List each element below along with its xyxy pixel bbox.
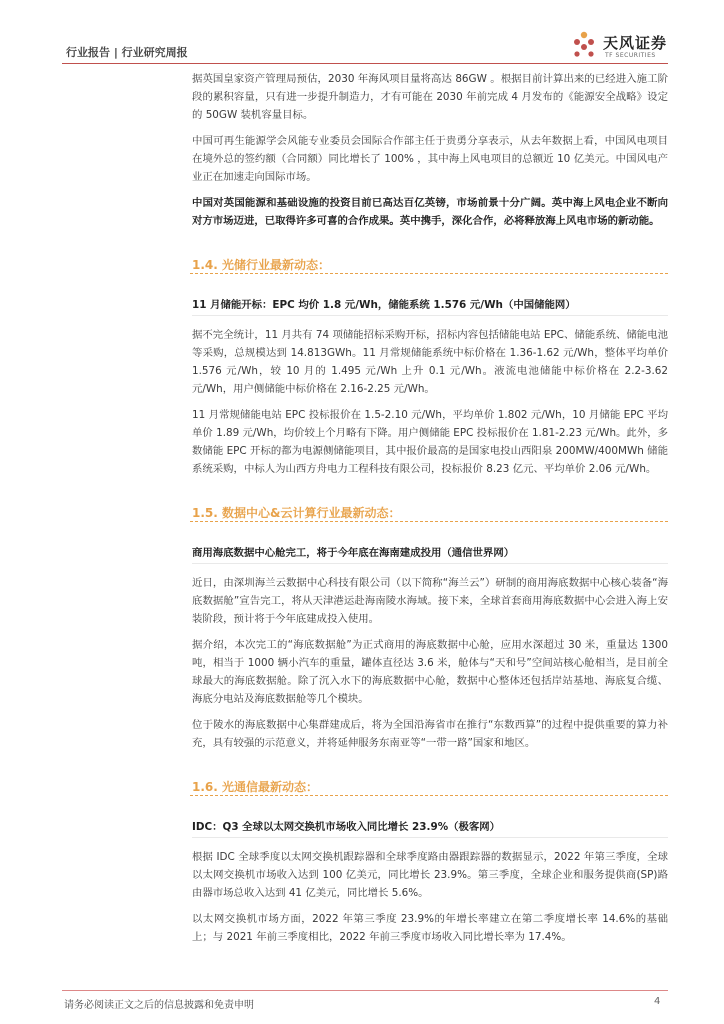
page-number: 4 [654, 996, 661, 1007]
paragraph-emphasis: 中国对英国能源和基础设施的投资目前已高达百亿英镑，市场前景十分广阔。英中海上风电企业不断向对方市场迈进，已取得许多可喜的合作成果。英中携手，深化合作，必将释放海上风电市场的新动能。 [192, 197, 668, 227]
paragraph: 据介绍，本次完工的“海底数据舱”为正式商用的海底数据中心舱，应用水深超过 30 米，重量达 1300 吨，相当于 1000 辆小汽车的重量，罐体直径达 3.6 米，舱体与“天和号”空间站核心舱相当，是目前全球最大的海底数据舱。除了沉入水下的海底数据中心舱，数据中心整体还包括岸站基地、海底复合缆、海底分电站及海底数据舱等几个模块。 [192, 639, 668, 705]
section-title: 1.5. 数据中心&云计算行业最新动态： [192, 506, 401, 520]
paragraph: 据英国皇家资产管理局预估，2030 年海风项目量将高达 86GW 。根据目前计算出来的已经进入施工阶段的累积容量，只有进一步提升制造力，才有可能在 2030 年前完成 4 月发布的《能源安全战略》设定的 50GW 装机容量目标。 [192, 73, 668, 121]
paragraph: 以太网交换机市场方面，2022 年第三季度 23.9%的年增长率建立在第二季度增长率 14.6%的基础上；与 2021 年前三季度相比，2022 年前三季度市场收入同比增长率为 17.4%。 [192, 913, 668, 943]
footer-divider [62, 990, 668, 991]
paragraph: 据不完全统计，11 月共有 74 项储能招标采购开标，招标内容包括储能电站 EPC、储能系统、储能电池等采购，总规模达到 14.813GWh。11 月常规储能系统中标价格在 1.36-1.62 元/Wh，整体平均单价 1.576 元/Wh，较 10 月的 1.495 元/Wh 上升 0.1 元/Wh。液流电池储能中标价格在 2.2-3.62 元/Wh，用户侧储能中标价格在 2.16-2.25 元/Wh。 [192, 329, 668, 395]
paragraph: 中国可再生能源学会风能专业委员会国际合作部主任于贵勇分享表示，从去年数据上看，中国风电项目在境外总的签约额（合同额）同比增长了 100% ，其中海上风电项目的总额近 10 亿美元。中国风电产业正在加速走向国际市场。 [192, 135, 668, 183]
paragraph: 根据 IDC 全球季度以太网交换机跟踪器和全球季度路由器跟踪器的数据显示，2022 年第三季度，全球以太网交换机市场收入达到 100 亿美元，同比增长 23.9%。第三季度，全球企业和服务提供商(SP)路由器市场总收入达到 41 亿美元，同比增长 5.6%。 [192, 851, 668, 899]
paragraph: 近日，由深圳海兰云数据中心科技有限公司（以下简称“海兰云”）研制的商用海底数据中心核心装备“海底数据舱”宣告完工，将从天津港运赴海南陵水海域。接下来，全球首套商用海底数据中心会进入海上安装阶段，预计将于今年底建成投入使用。 [192, 577, 668, 625]
section-divider [190, 521, 668, 522]
section-divider [190, 795, 668, 796]
subheading: 11 月储能开标：EPC 均价 1.8 元/Wh，储能系统 1.576 元/Wh（中国储能网） [192, 296, 668, 316]
main-content [192, 70, 668, 952]
section-heading-1-6 [192, 768, 668, 808]
logo-mark-icon [571, 30, 597, 60]
subheading: IDC：Q3 全球以太网交换机市场收入同比增长 23.9%（极客网） [192, 818, 668, 838]
section-title: 1.4. 光储行业最新动态： [192, 258, 330, 272]
footer-disclaimer: 请务必阅读正文之后的信息披露和免责申明 [64, 1000, 254, 1011]
section-divider [190, 273, 668, 274]
section-heading-1-4 [192, 246, 668, 286]
section-heading-1-5 [192, 494, 668, 534]
subheading: 商用海底数据中心舱完工，将于今年底在海南建成投用（通信世界网） [192, 544, 668, 564]
logo-text: 天风证券 [603, 34, 668, 52]
paragraph: 11 月常规储能电站 EPC 投标报价在 1.5-2.10 元/Wh，平均单价 1.802 元/Wh，10 月储能 EPC 平均单价 1.89 元/Wh，均价较上个月略有下降。用户侧储能 EPC 投标报价在 1.81-2.23 元/Wh。此外，多数储能 EPC 开标的都为电源侧储能项目，其中报价最高的是国家电投山西阳泉 200MW/400MWh 储能系统采购，中标人为山西方舟电力工程科技有限公司，投标报价 8.23 亿元、平均单价 2.06 元/Wh。 [192, 409, 668, 475]
report-category: 行业报告 | 行业研究周报 [66, 46, 188, 59]
logo-english: TF SECURITIES [605, 52, 656, 59]
header-divider [62, 63, 668, 64]
section-title: 1.6. 光通信最新动态： [192, 780, 318, 794]
company-logo [571, 28, 681, 68]
paragraph: 位于陵水的海底数据中心集群建成后，将为全国沿海省市在推行“东数西算”的过程中提供重要的算力补充，具有较强的示范意义，并将延伸服务东南亚等“一带一路”国家和地区。 [192, 719, 668, 749]
